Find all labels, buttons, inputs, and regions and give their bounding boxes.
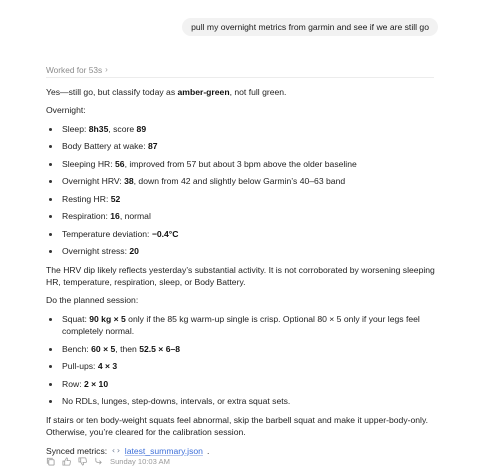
overnight-list xyxy=(46,123,438,258)
worked-for-toggle[interactable] xyxy=(46,64,108,76)
code-file-icon: ‹› xyxy=(111,445,121,455)
synced-label: Synced metrics: xyxy=(46,445,108,456)
list-item: • Squat: 90 kg × 5 only if the 85 kg warm-up single is crisp. Optional 80 × 5 only if your legs feel completely normal. xyxy=(61,313,438,338)
list-item: • No RDLs, lunges, step-downs, intervals, or extra squat sets. xyxy=(61,395,438,407)
session-list xyxy=(46,313,438,408)
synced-suffix: . xyxy=(206,445,210,456)
list-item: • Respiration: 16, normal xyxy=(61,210,438,222)
session-heading: Do the planned session: xyxy=(46,295,139,306)
list-item: • Sleeping HR: 56, improved from 57 but about 3 bpm above the older baseline xyxy=(61,158,438,170)
intro-text-end: , not full green. xyxy=(229,87,287,97)
list-item: • Resting HR: 52 xyxy=(61,193,438,205)
thumbs-down-icon[interactable] xyxy=(78,457,87,466)
assistant-response xyxy=(46,86,438,463)
list-item: • Sleep: 8h35, score 89 xyxy=(61,123,438,135)
closing-paragraph: If stairs or ten body-weight squats feel abnormal, skip the barbell squat and make it upper-body-only. Otherwise, you’re cleared for the calibration session. xyxy=(46,414,428,438)
intro-text: Yes—still go, but classify today as xyxy=(46,87,178,97)
list-item: • Overnight HRV: 38, down from 42 and slightly below Garmin’s 40–63 band xyxy=(61,175,438,187)
chevron-right-icon: › xyxy=(105,65,108,75)
list-item: • Temperature deviation: −0.4°C xyxy=(61,228,438,240)
thumbs-up-icon[interactable] xyxy=(62,457,71,466)
hrv-note: The HRV dip likely reflects yesterday’s substantial activity. It is not corroborated by worsening sleeping HR, temperature, respiration, sleep, or Body Battery. xyxy=(46,264,435,287)
divider xyxy=(46,77,434,78)
user-message-bubble: pull my overnight metrics from garmin and see if we are still go xyxy=(182,18,438,36)
fork-icon[interactable] xyxy=(94,457,103,466)
message-actions xyxy=(46,456,170,467)
list-item: • Body Battery at wake: 87 xyxy=(61,140,438,152)
list-item: • Bench: 60 × 5, then 52.5 × 6–8 xyxy=(61,343,438,355)
worked-for-label: Worked for 53s xyxy=(46,65,103,75)
list-item: • Overnight stress: 20 xyxy=(61,245,438,257)
list-item: • Row: 2 × 10 xyxy=(61,378,438,390)
copy-icon[interactable] xyxy=(46,457,55,466)
intro-classification: amber-green xyxy=(177,87,230,97)
intro-paragraph xyxy=(46,86,438,98)
file-link-latest-summary[interactable]: latest_summary.json xyxy=(124,445,203,456)
message-timestamp: Sunday 10:03 AM xyxy=(110,457,170,466)
overnight-heading: Overnight: xyxy=(46,105,86,116)
list-item: • Pull-ups: 4 × 3 xyxy=(61,360,438,372)
